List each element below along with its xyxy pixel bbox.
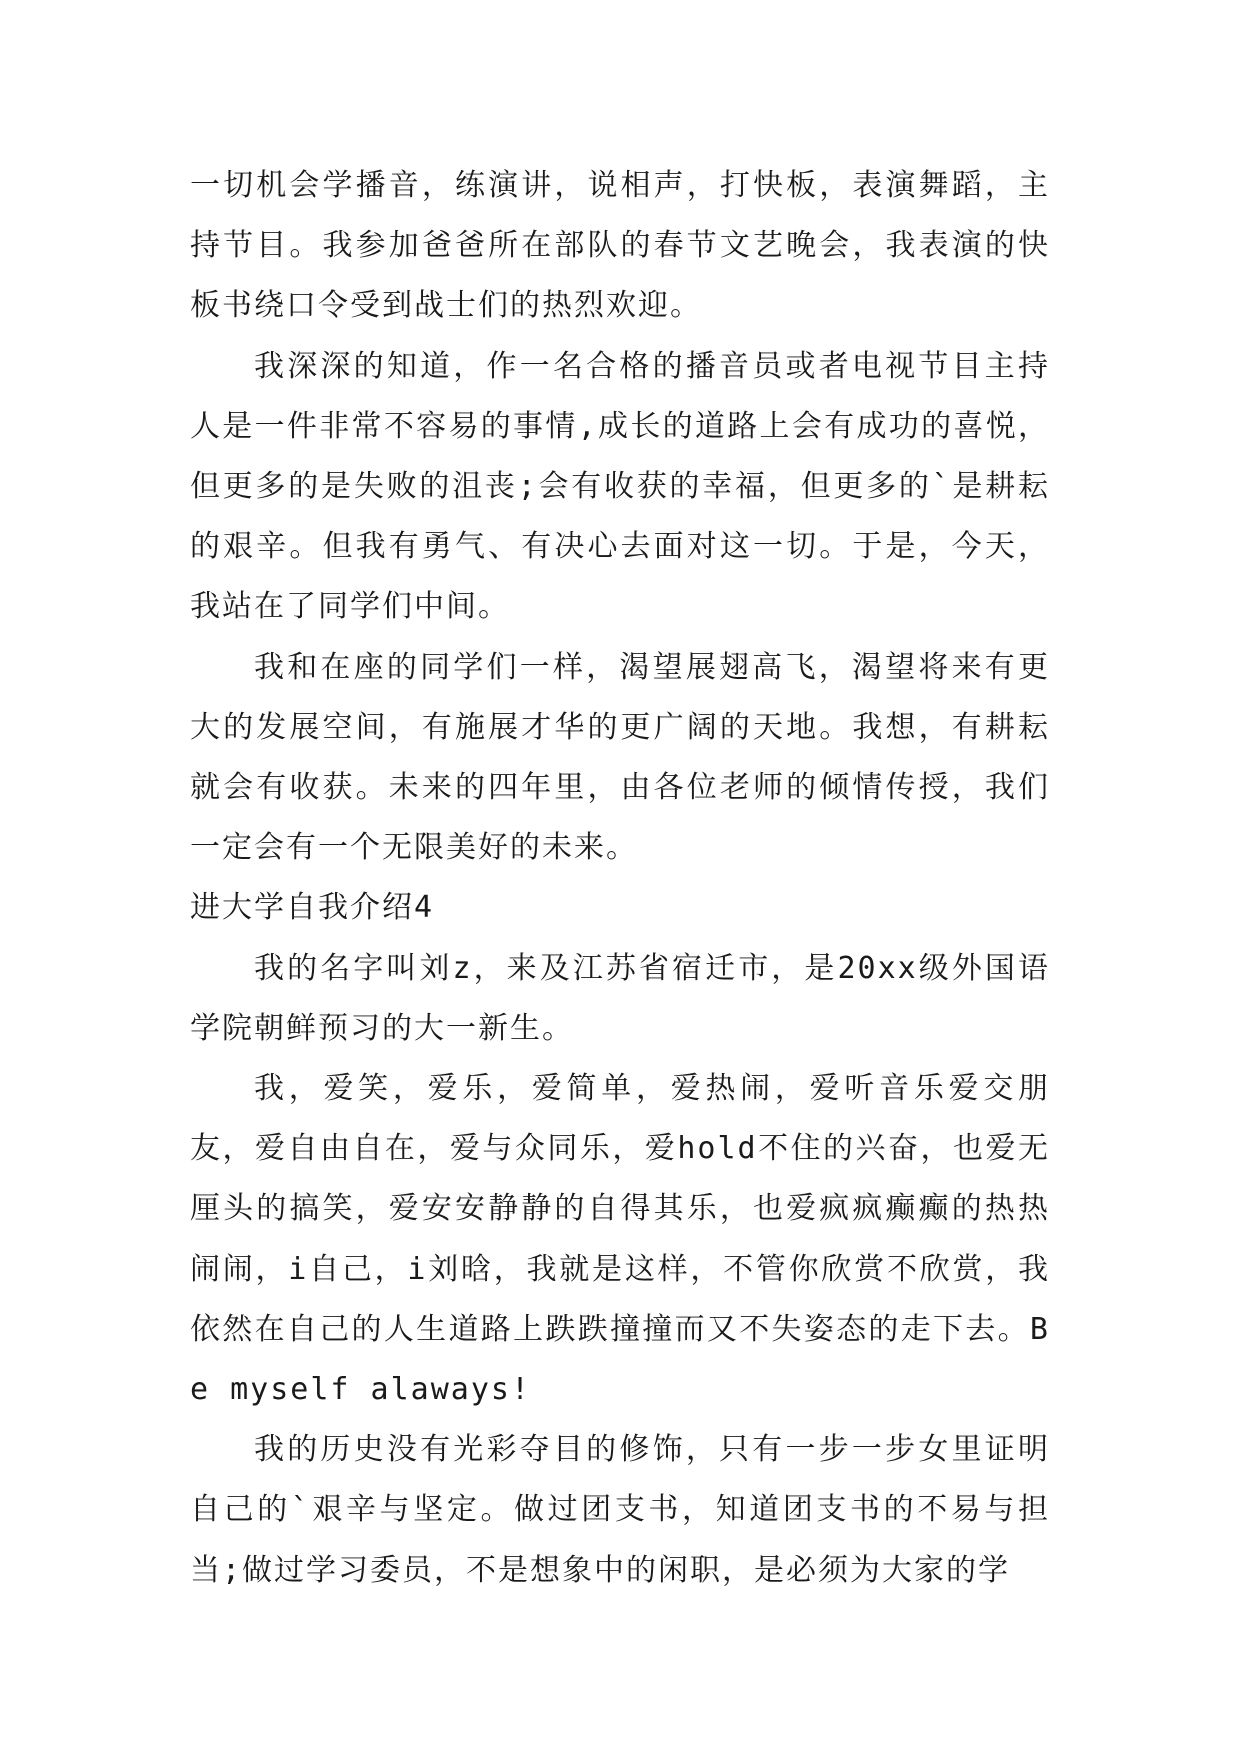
paragraph: 我的名字叫刘z，来及江苏省宿迁市，是20xx级外国语学院朝鲜预习的大一新生。 <box>190 950 1050 1046</box>
paragraph: 我深深的知道，作一名合格的播音员或者电视节目主持人是一件非常不容易的事情,成长的道路上会有成功的喜悦，但更多的是失败的沮丧;会有收获的幸福，但更多的`是耕耘的艰辛。但我有勇气、有决心去面对这一切。于是，今天，我站在了同学们中间。 <box>190 348 1050 625</box>
document-body <box>190 156 1050 1601</box>
paragraph: 我的历史没有光彩夺目的修饰，只有一步一步女里证明自己的`艰辛与坚定。做过团支书，知道团支书的不易与担当;做过学习委员，不是想象中的闲职，是必须为大家的学 <box>190 1432 1050 1588</box>
paragraph: 一切机会学播音，练演讲，说相声，打快板，表演舞蹈，主持节目。我参加爸爸所在部队的春节文艺晚会，我表演的快板书绕口令受到战士们的热烈欢迎。 <box>190 168 1050 324</box>
section-heading: 进大学自我介绍4 <box>190 890 435 926</box>
paragraph: 我，爱笑，爱乐，爱简单，爱热闹，爱听音乐爱交朋友，爱自由自在，爱与众同乐，爱hold不住的兴奋，也爱无厘头的搞笑，爱安安静静的自得其乐，也爱疯疯癫癫的热热闹闹，i自己，i刘晗，我就是这样，不管你欣赏不欣赏，我依然在自己的人生道路上跌跌撞撞而又不失姿态的走下去。Be myself alaways! <box>190 1071 1050 1408</box>
paragraph: 我和在座的同学们一样，渴望展翅高飞，渴望将来有更大的发展空间，有施展才华的更广阔的天地。我想，有耕耘就会有收获。未来的四年里，由各位老师的倾情传授，我们一定会有一个无限美好的未来。 <box>190 649 1050 866</box>
